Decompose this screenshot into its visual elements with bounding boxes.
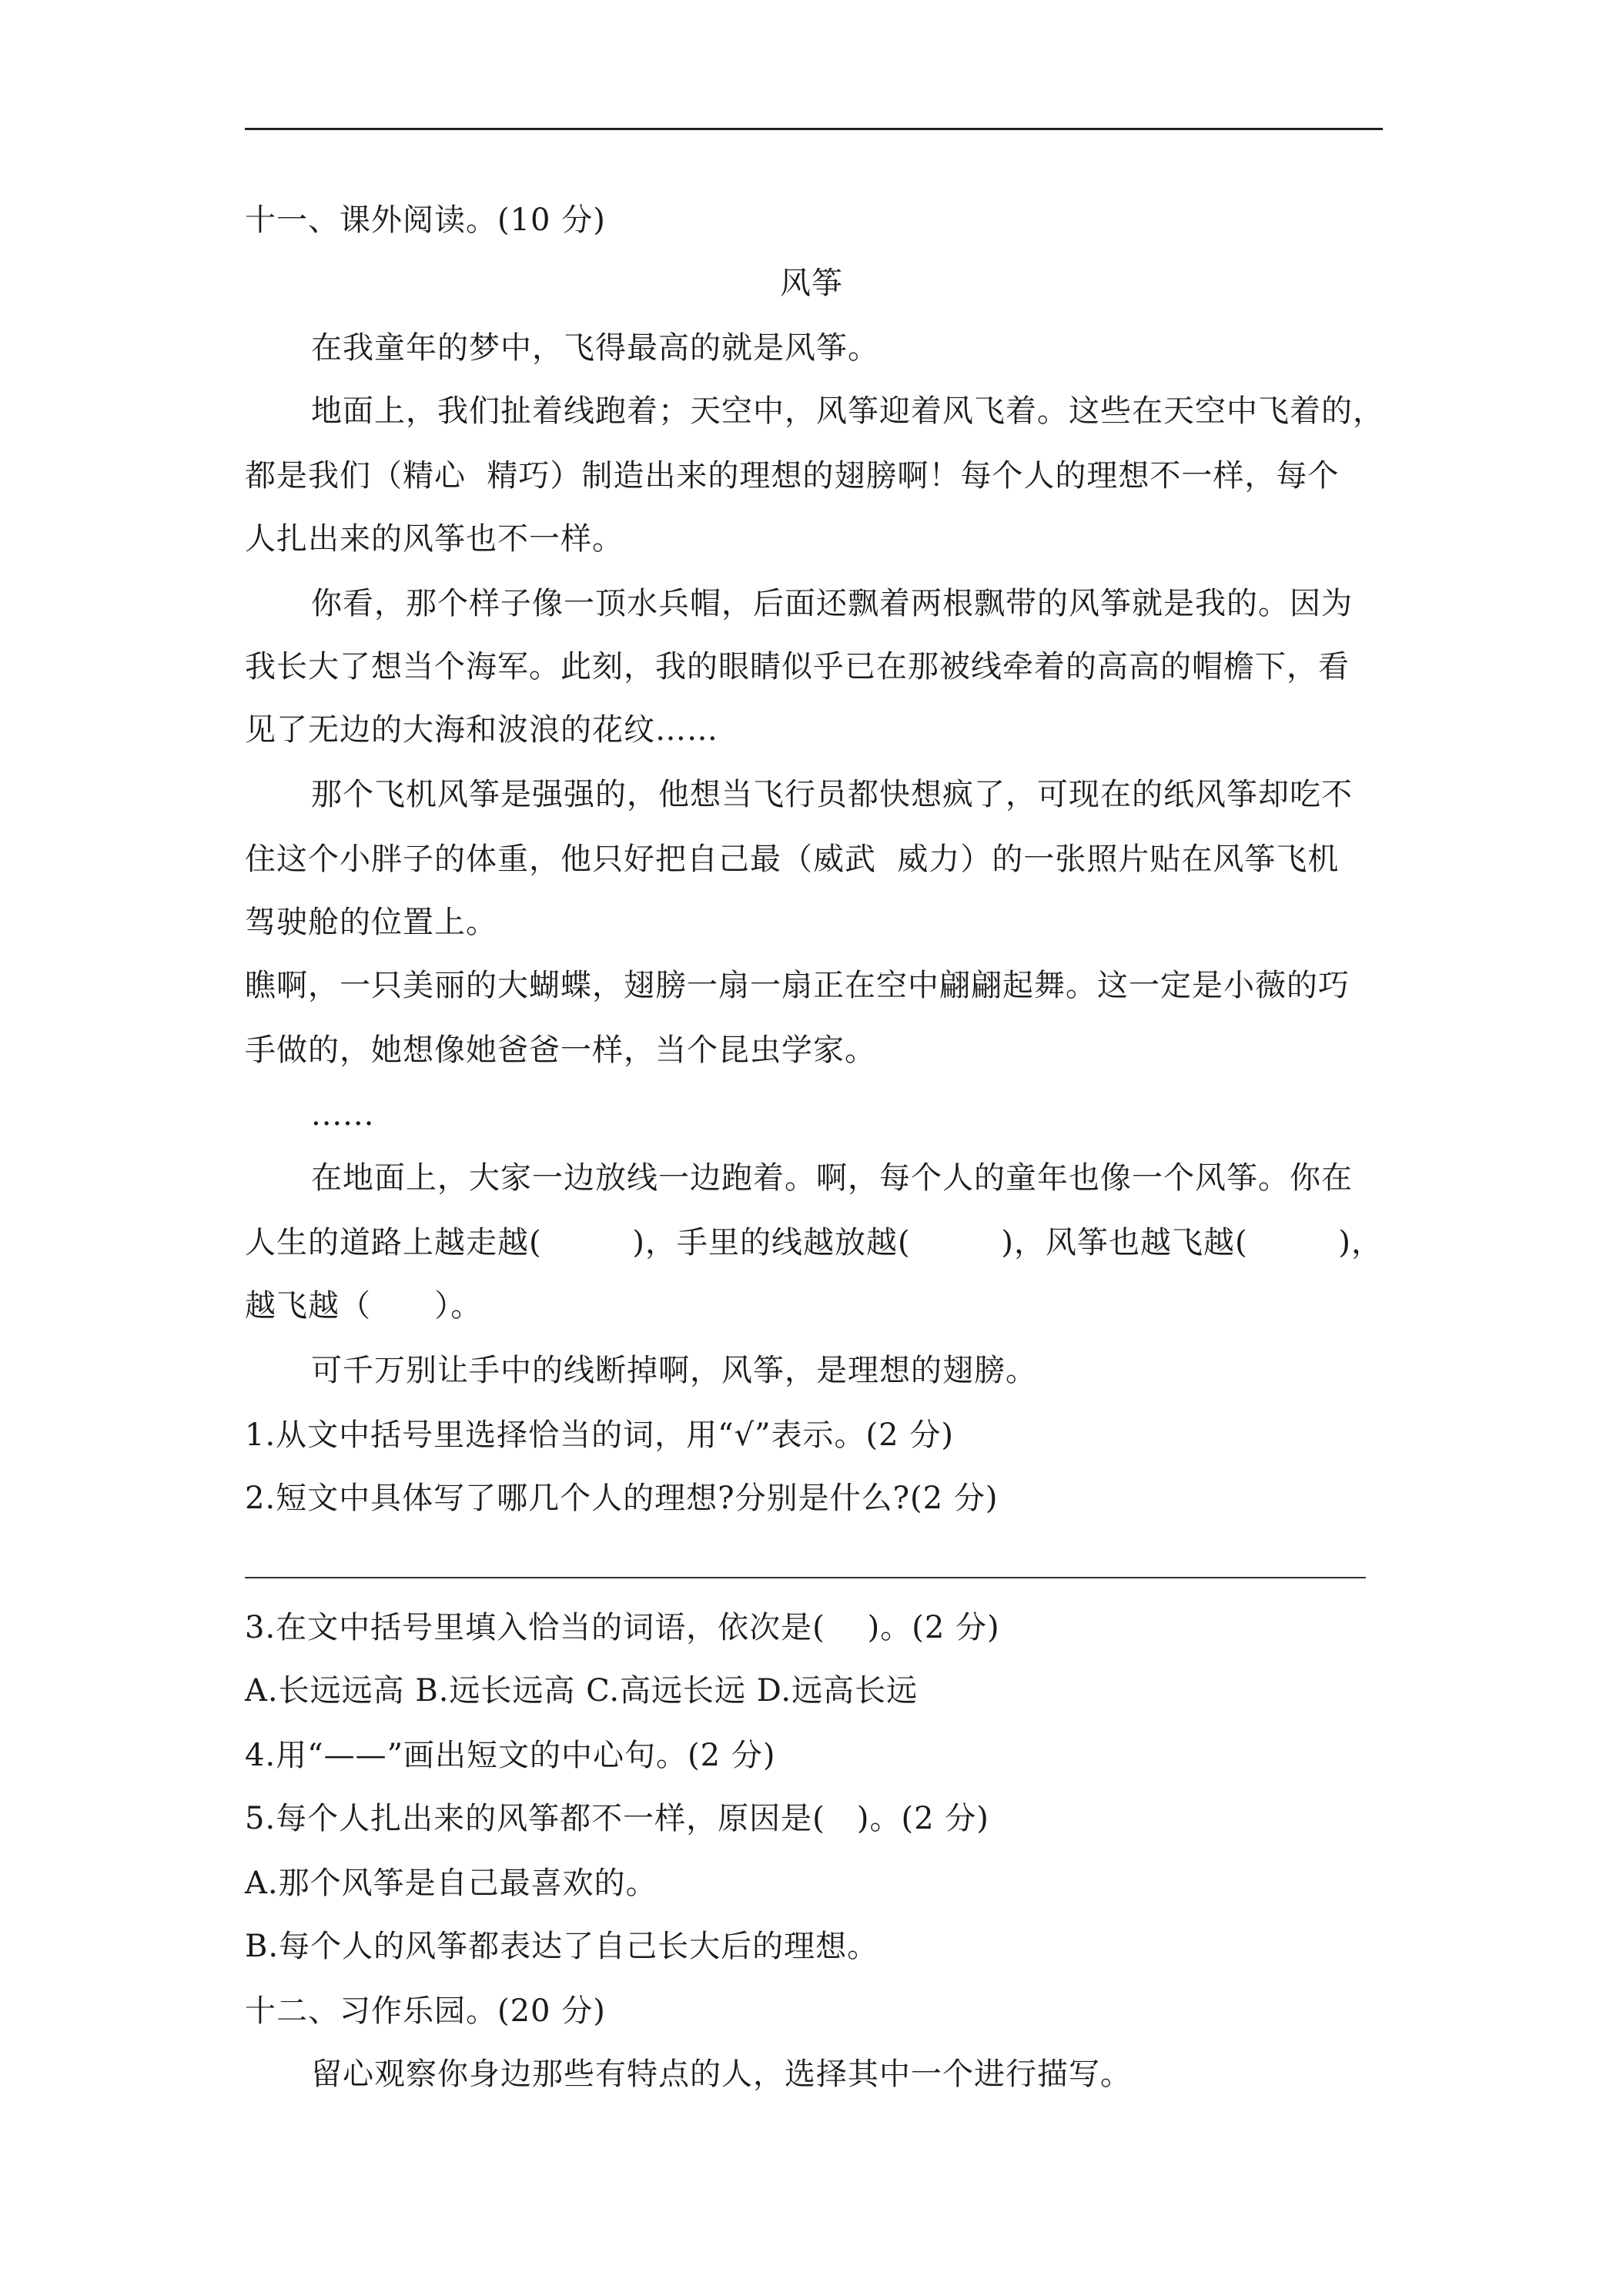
paragraph-3-line-2: 我长大了想当个海军。此刻，我的眼睛似乎已在那被线牵着的高高的帽檐下，看	[245, 649, 1350, 684]
paragraph-5-line-1: 瞧啊，一只美丽的大蝴蝶，翅膀一扇一扇正在空中翩翩起舞。这一定是小薇的巧	[245, 968, 1350, 1003]
closing-paragraph: 可千万别让手中的线断掉啊，风筝，是理想的翅膀。	[311, 1353, 1037, 1388]
question-5-option-b: B.每个人的风筝都表达了自己长大后的理想。	[245, 1929, 879, 1964]
question-5-option-a: A.那个风筝是自己最喜欢的。	[245, 1866, 658, 1901]
paragraph-4-line-1: 那个飞机风筝是强强的，他想当飞行员都快想疯了，可现在的纸风筝却吃不	[311, 777, 1353, 812]
paragraph-2-line-3: 人扎出来的风筝也不一样。	[245, 521, 624, 557]
question-3: 3.在文中括号里填入恰当的词语，依次是( )。(2 分)	[245, 1610, 1000, 1645]
paragraph-4-line-3: 驾驶舱的位置上。	[245, 905, 497, 940]
section-12-heading: 十二、习作乐园。(20 分)	[245, 1993, 606, 2029]
question-4: 4.用“——”画出短文的中心句。(2 分)	[245, 1738, 776, 1773]
paragraph-7-line-1: 在地面上，大家一边放线一边跑着。啊，每个人的童年也像一个风筝。你在	[311, 1160, 1353, 1196]
passage-title: 风筝	[780, 266, 843, 301]
writing-prompt: 留心观察你身边那些有特点的人，选择其中一个进行描写。	[311, 2057, 1132, 2092]
blank-segment-2: )，手里的线越放越(	[632, 1225, 911, 1260]
blank-segment-1: 人生的道路上越走越(	[245, 1225, 542, 1260]
answer-line	[245, 1577, 1366, 1578]
ellipsis-line: ......	[311, 1097, 375, 1133]
blank-segment-4: )，	[1338, 1225, 1383, 1260]
paragraph-7-line-3: 越飞越（ ）。	[245, 1288, 483, 1324]
paragraph-4-line-2: 住这个小胖子的体重，他只好把自己最（威武 威力）的一张照片贴在风筝飞机	[245, 842, 1340, 877]
blank-segment-3: )，风筝也越飞越(	[1001, 1225, 1248, 1260]
paragraph-3-line-1: 你看，那个样子像一顶水兵帽，后面还飘着两根飘带的风筝就是我的。因为	[311, 586, 1353, 621]
question-1: 1.从文中括号里选择恰当的词，用“√”表示。(2 分)	[245, 1417, 954, 1453]
question-2: 2.短文中具体写了哪几个人的理想?分别是什么?(2 分)	[245, 1481, 999, 1516]
paragraph-2-line-2: 都是我们（精心 精巧）制造出来的理想的翅膀啊！每个人的理想不一样，每个	[245, 458, 1340, 494]
question-3-options: A.长远远高 B.远长远高 C.高远长远 D.远高长远	[245, 1673, 919, 1709]
question-5: 5.每个人扎出来的风筝都不一样，原因是( )。(2 分)	[245, 1801, 989, 1836]
fill-blank-line	[245, 1221, 1383, 1264]
paragraph-2-line-1: 地面上，我们扯着线跑着；天空中，风筝迎着风飞着。这些在天空中飞着的，	[311, 393, 1384, 429]
paragraph-1-line-1: 在我童年的梦中，飞得最高的就是风筝。	[311, 330, 879, 366]
paragraph-3-line-3: 见了无边的大海和波浪的花纹……	[245, 712, 718, 748]
paragraph-5-line-2: 手做的，她想像她爸爸一样，当个昆虫学家。	[245, 1033, 876, 1068]
header-rule	[245, 128, 1383, 130]
section-11-heading: 十一、课外阅读。(10 分)	[245, 202, 606, 238]
